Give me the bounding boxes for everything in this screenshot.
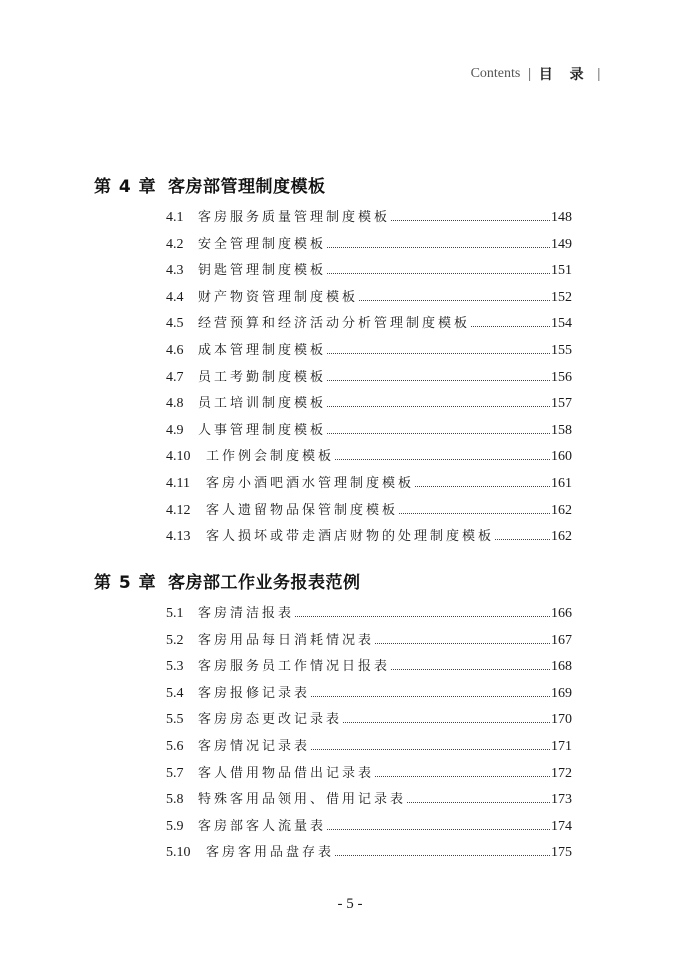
toc-entry-label: 客人损坏或带走酒店财物的处理制度模板 (206, 529, 495, 545)
toc-entry-label: 客房房态更改记录表 (198, 712, 343, 728)
toc-entry-page: 151 (551, 263, 572, 279)
toc-entry-page: 149 (551, 236, 572, 252)
toc-entry-page: 173 (551, 792, 572, 808)
toc-entry-label: 客人借用物品借出记录表 (198, 765, 375, 781)
chapter-number: 第 4 章 (94, 177, 157, 197)
chapter-heading[interactable] (94, 172, 326, 197)
toc-entry[interactable] (166, 233, 572, 253)
dot-leader (327, 828, 550, 830)
dot-leader (415, 485, 550, 487)
toc-entry-page: 172 (551, 765, 572, 781)
toc-entry-page: 154 (551, 316, 572, 332)
toc-entry[interactable] (166, 472, 572, 492)
toc-entry[interactable] (166, 445, 572, 465)
toc-entry-number: 5.9 (166, 818, 184, 834)
toc-entry-label: 客房清洁报表 (198, 606, 295, 621)
dot-leader (327, 405, 550, 407)
toc-entry[interactable] (166, 655, 572, 675)
toc-entry-page: 169 (551, 685, 572, 701)
toc-entry-label: 员工考勤制度模板 (198, 369, 327, 385)
dot-leader (327, 379, 550, 381)
toc-entry[interactable] (166, 815, 572, 835)
header-separator: | (596, 66, 601, 82)
toc-entry-number: 5.3 (166, 659, 184, 675)
toc-entry-page: 168 (551, 659, 572, 675)
toc-entry-number: 5.1 (166, 606, 184, 621)
dot-leader (495, 538, 550, 540)
toc-entry-number: 5.10 (166, 845, 191, 861)
toc-entry-label: 客人遗留物品保管制度模板 (206, 502, 399, 518)
dot-leader (311, 695, 550, 697)
toc-entry-page: 175 (551, 845, 572, 861)
toc-entry-number: 4.5 (166, 316, 184, 332)
header-contents-label: Contents (470, 66, 521, 81)
toc-entry[interactable] (166, 499, 572, 519)
toc-entry-label: 经营预算和经济活动分析管理制度模板 (198, 316, 471, 332)
toc-entry-number: 4.6 (166, 343, 184, 358)
dot-leader (327, 432, 550, 434)
chapter-heading[interactable] (94, 568, 361, 593)
toc-entry-page: 167 (551, 632, 572, 648)
dot-leader (335, 458, 550, 460)
toc-entry-label: 客房用品每日消耗情况表 (198, 632, 375, 648)
dot-leader (295, 615, 550, 617)
toc-entry[interactable] (166, 788, 572, 808)
toc-entry-label: 员工培训制度模板 (198, 396, 327, 412)
toc-entry-page: 157 (551, 396, 572, 412)
running-header (471, 64, 608, 84)
dot-leader (375, 775, 550, 777)
dot-leader (359, 299, 550, 301)
toc-entry[interactable] (166, 735, 572, 755)
chapter-title: 客房部管理制度模板 (168, 177, 326, 197)
toc-entry-number: 5.4 (166, 685, 184, 701)
toc-entry-label: 工作例会制度模板 (206, 449, 335, 465)
chapter-number: 第 5 章 (94, 573, 157, 593)
toc-entry-page: 162 (551, 502, 572, 518)
toc-entry-number: 5.8 (166, 792, 184, 808)
toc-entry-label: 安全管理制度模板 (198, 236, 327, 252)
dot-leader (407, 801, 550, 803)
toc-entry-page: 161 (551, 476, 572, 491)
header-separator: | (527, 66, 532, 82)
dot-leader (335, 854, 550, 856)
toc-entry-number: 5.7 (166, 765, 184, 781)
toc-entry-page: 148 (551, 210, 572, 225)
dot-leader (399, 512, 550, 514)
toc-entry[interactable] (166, 259, 572, 279)
toc-entry-label: 人事管理制度模板 (198, 422, 327, 438)
toc-entry[interactable] (166, 525, 572, 545)
toc-entry[interactable] (166, 682, 572, 702)
dot-leader (327, 272, 550, 274)
chapter-title: 客房部工作业务报表范例 (168, 573, 361, 593)
toc-entry-label: 特殊客用品领用、借用记录表 (198, 792, 407, 808)
toc-entry-label: 客房部客人流量表 (198, 818, 327, 834)
toc-entry-number: 5.2 (166, 632, 184, 648)
dot-leader (327, 352, 550, 354)
toc-entry[interactable] (166, 339, 572, 359)
toc-entry-number: 4.1 (166, 210, 184, 225)
toc-entry[interactable] (166, 841, 572, 861)
toc-entry-page: 156 (551, 369, 572, 385)
toc-entry-label: 客房服务质量管理制度模板 (198, 210, 391, 225)
toc-entry[interactable] (166, 392, 572, 412)
toc-entry-page: 171 (551, 739, 572, 754)
toc-entry[interactable] (166, 602, 572, 622)
toc-entry-page: 160 (551, 449, 572, 465)
toc-entry-label: 钥匙管理制度模板 (198, 263, 327, 279)
toc-entry-label: 客房服务员工作情况日报表 (198, 659, 391, 675)
toc-entry[interactable] (166, 708, 572, 728)
toc-entry-label: 成本管理制度模板 (198, 343, 327, 358)
toc-entry-number: 4.10 (166, 449, 191, 465)
toc-entry-label: 客房小酒吧酒水管理制度模板 (206, 476, 415, 491)
toc-entry[interactable] (166, 312, 572, 332)
toc-entry-page: 174 (551, 818, 572, 834)
toc-entry-page: 155 (551, 343, 572, 358)
toc-entry-label: 客房客用品盘存表 (206, 845, 335, 861)
dot-leader (391, 668, 550, 670)
toc-entry[interactable] (166, 366, 572, 386)
toc-entry[interactable] (166, 206, 572, 226)
toc-entry-number: 4.11 (166, 476, 190, 491)
dot-leader (391, 219, 550, 221)
toc-entry-number: 5.6 (166, 739, 184, 754)
toc-entry-page: 152 (551, 289, 572, 305)
toc-entry-number: 4.7 (166, 369, 184, 385)
dot-leader (343, 721, 550, 723)
toc-entry-label: 财产物资管理制度模板 (198, 289, 359, 305)
toc-entry[interactable] (166, 419, 572, 439)
page-number: - 5 - (337, 896, 363, 912)
toc-entry-label: 客房报修记录表 (198, 685, 311, 701)
toc-entry-number: 4.12 (166, 502, 191, 518)
toc-entry-number: 4.3 (166, 263, 184, 279)
dot-leader (375, 642, 550, 644)
header-toc-label: 目 录 (538, 67, 590, 83)
toc-entry-page: 158 (551, 422, 572, 438)
toc-entry-number: 4.4 (166, 289, 184, 305)
toc-entry-page: 170 (551, 712, 572, 728)
toc-entry-label: 客房情况记录表 (198, 739, 311, 754)
toc-entry-page: 162 (551, 529, 572, 545)
toc-entry-number: 4.13 (166, 529, 191, 545)
dot-leader (327, 246, 550, 248)
toc-entry-number: 4.8 (166, 396, 184, 412)
toc-entry-page: 166 (551, 606, 572, 621)
toc-entry[interactable] (166, 762, 572, 782)
toc-entry-number: 4.9 (166, 422, 184, 438)
toc-entry[interactable] (166, 629, 572, 649)
toc-entry-number: 5.5 (166, 712, 184, 728)
dot-leader (311, 748, 550, 750)
toc-entry[interactable] (166, 286, 572, 306)
toc-entry-number: 4.2 (166, 236, 184, 252)
dot-leader (471, 325, 550, 327)
